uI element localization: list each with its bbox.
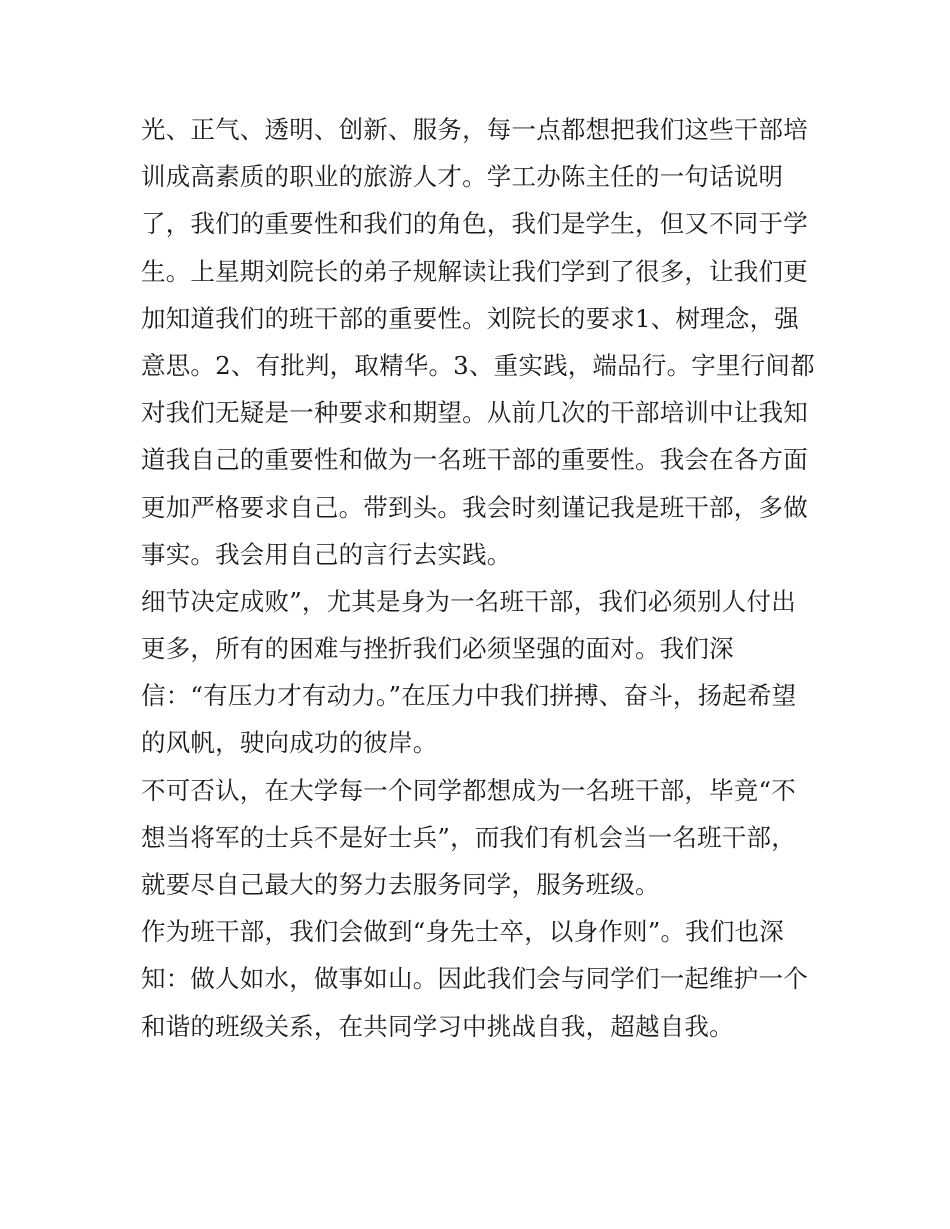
text-line: 光、正气、透明、创新、服务，每一点都想把我们这些干部培 xyxy=(141,115,808,144)
text-line: 和谐的班级关系，在共同学习中挑战自我，超越自我。 xyxy=(141,1011,734,1041)
text-line: 的风帆，驶向成功的彼岸。 xyxy=(141,728,438,758)
text-line: 信：“有压力才有动力。”在压力中我们拼搏、奋斗，扬起希望 xyxy=(141,681,797,711)
text-line: 对我们无疑是一种要求和期望。从前几次的干部培训中让我知 xyxy=(141,398,808,428)
body-text xyxy=(141,106,821,1050)
text-line: 事实。我会用自己的言行去实践。 xyxy=(141,539,512,569)
text-line: 作为班干部，我们会做到“身先士卒，以身作则”。我们也深 xyxy=(141,917,784,947)
text-line: 就要尽自己最大的努力去服务同学，服务班级。 xyxy=(141,870,660,899)
text-line: 更加严格要求自己。带到头。我会时刻谨记我是班干部，多做 xyxy=(141,492,808,522)
text-line: 细节决定成败”，尤其是身为一名班干部，我们必须别人付出 xyxy=(141,586,796,616)
text-line: 了，我们的重要性和我们的角色，我们是学生，但又不同于学 xyxy=(141,209,808,239)
text-line: 知：做人如水，做事如山。因此我们会与同学们一起维护一个 xyxy=(141,964,808,994)
text-line: 不可否认，在大学每一个同学都想成为一名班干部，毕竟“不 xyxy=(141,775,796,805)
text-line: 训成高素质的职业的旅游人才。学工办陈主任的一句话说明 xyxy=(141,162,784,192)
text-line: 意思。2、有批判，取精华。3、重实践，端品行。字里行间都 xyxy=(141,350,815,380)
text-line: 道我自己的重要性和做为一名班干部的重要性。我会在各方面 xyxy=(141,445,808,475)
text-line: 生。上星期刘院长的弟子规解读让我们学到了很多，让我们更 xyxy=(141,256,808,286)
text-line: 加知道我们的班干部的重要性。刘院长的要求1、树理念，强 xyxy=(141,303,799,333)
text-line: 更多，所有的困难与挫折我们必须坚强的面对。我们深 xyxy=(141,634,734,664)
text-line: 想当将军的士兵不是好士兵”，而我们有机会当一名班干部， xyxy=(141,822,796,852)
